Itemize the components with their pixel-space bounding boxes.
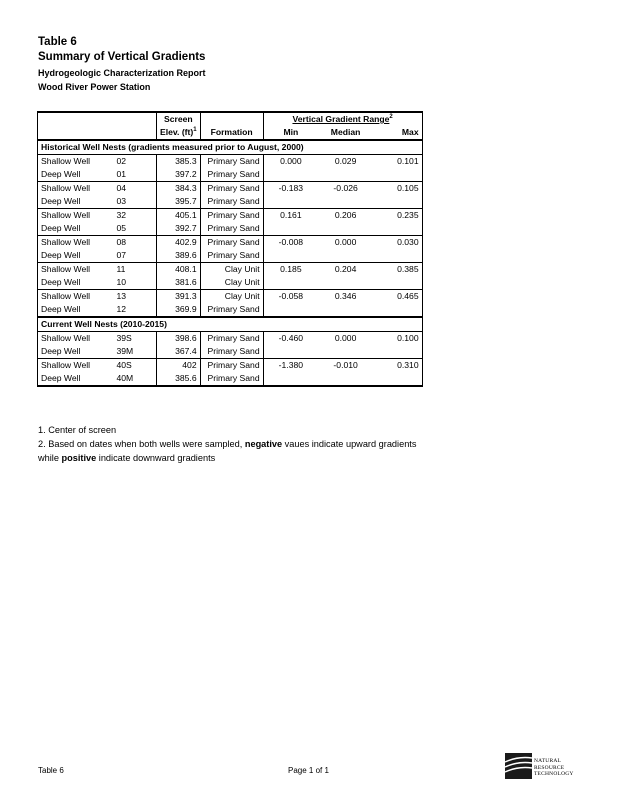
cell-gradient-min: -1.380 <box>263 359 318 387</box>
section-title: Current Well Nests (2010-2015) <box>38 317 423 332</box>
logo-mark-icon <box>505 753 532 779</box>
cell-well-type: Shallow Well <box>38 263 114 277</box>
cell-well-type: Shallow Well <box>38 359 114 373</box>
cell-gradient-median: 0.204 <box>318 263 373 290</box>
cell-well-id: 40S <box>116 360 132 370</box>
table-title: Summary of Vertical Gradients <box>38 51 206 63</box>
cell-screen-elev: 397.2 <box>157 168 201 182</box>
cell-well-type: Deep Well <box>38 303 114 317</box>
table-row <box>38 332 423 346</box>
cell-well-id: 13 <box>116 291 127 301</box>
cell-gradient-max: 0.101 <box>373 155 422 182</box>
footer-page-number: Page 1 of 1 <box>288 766 329 775</box>
cell-formation: Clay Unit <box>200 263 263 277</box>
cell-formation: Primary Sand <box>200 182 263 196</box>
table-row <box>38 290 423 304</box>
cell-gradient-max: 0.105 <box>373 182 422 209</box>
cell-formation: Primary Sand <box>200 168 263 182</box>
table-row <box>38 236 423 250</box>
cell-well-type: Deep Well <box>38 249 114 263</box>
col-header-vgr: Vertical Gradient Range$^2$ <box>263 112 422 126</box>
cell-well-type: Deep Well <box>38 276 114 290</box>
document-header <box>38 35 206 94</box>
cell-well-type: Shallow Well <box>38 209 114 223</box>
cell-well-type: Deep Well <box>38 345 114 359</box>
company-logo <box>505 753 587 779</box>
cell-well-id: 01 <box>114 168 157 182</box>
cell-screen-elev: 402.9 <box>157 236 201 250</box>
section-header-row <box>38 140 423 155</box>
cell-well-id: 11 <box>116 264 126 274</box>
cell-gradient-max: 0.465 <box>373 290 422 318</box>
cell-screen-elev: 408.1 <box>157 263 201 277</box>
cell-screen-elev: 389.6 <box>157 249 201 263</box>
table-row <box>38 155 423 169</box>
cell-well-id: 10 <box>114 276 157 290</box>
cell-screen-elev: 395.7 <box>157 195 201 209</box>
header-row-2 <box>38 126 423 140</box>
col-header-elev: Elev. (ft)$^1$ <box>157 126 201 140</box>
cell-well-type: Shallow Well <box>38 182 114 196</box>
cell-well-id: 07 <box>114 249 157 263</box>
header-row-1 <box>38 112 423 126</box>
cell-gradient-max: 0.030 <box>373 236 422 263</box>
cell-well-id: 40M <box>114 372 157 386</box>
cell-gradient-median: -0.010 <box>318 359 373 387</box>
cell-well-id: 39S <box>116 333 132 343</box>
cell-screen-elev: 402 <box>157 359 201 373</box>
cell-well-id: 08 <box>116 237 127 247</box>
cell-gradient-min: 0.161 <box>263 209 318 236</box>
table-row <box>38 182 423 196</box>
cell-formation: Primary Sand <box>200 372 263 386</box>
cell-screen-elev: 385.3 <box>157 155 201 169</box>
cell-well-id: 04 <box>116 183 127 193</box>
cell-gradient-max: 0.310 <box>373 359 422 387</box>
table-notes <box>38 423 416 465</box>
col-header-formation: Formation <box>200 126 263 140</box>
table-row <box>38 359 423 373</box>
cell-formation: Primary Sand <box>200 345 263 359</box>
cell-screen-elev: 369.9 <box>157 303 201 317</box>
cell-well-id: 39M <box>114 345 157 359</box>
note-2-cont: while positive indicate downward gradients <box>38 453 216 463</box>
section-title: Historical Well Nests (gradients measured prior to August, 2000) <box>38 140 423 155</box>
col-header-median: Median <box>318 126 373 140</box>
cell-gradient-median: 0.346 <box>318 290 373 318</box>
section-header-row <box>38 317 423 332</box>
footer-table-label: Table 6 <box>38 766 64 775</box>
cell-formation: Primary Sand <box>200 249 263 263</box>
cell-well-type: Deep Well <box>38 222 114 236</box>
table-row <box>38 209 423 223</box>
note-2: 2. Based on dates when both wells were sampled, negative vaues indicate upward gradients <box>38 439 417 449</box>
report-name: Hydrogeologic Characterization Report <box>38 68 206 78</box>
cell-formation: Primary Sand <box>200 155 263 169</box>
cell-formation: Primary Sand <box>200 303 263 317</box>
cell-gradient-min: -0.058 <box>263 290 318 318</box>
table-row <box>38 263 423 277</box>
cell-well-id: 03 <box>114 195 157 209</box>
cell-gradient-max: 0.235 <box>373 209 422 236</box>
col-header-min: Min <box>263 126 318 140</box>
cell-well-type: Shallow Well <box>38 332 114 346</box>
cell-formation: Primary Sand <box>200 359 263 373</box>
cell-gradient-median: 0.000 <box>318 236 373 263</box>
cell-screen-elev: 398.6 <box>157 332 201 346</box>
cell-gradient-min: -0.460 <box>263 332 318 359</box>
cell-gradient-median: 0.000 <box>318 332 373 359</box>
table-number: Table 6 <box>38 36 77 48</box>
cell-well-id: 02 <box>116 156 127 166</box>
cell-well-type: Shallow Well <box>38 236 114 250</box>
cell-formation: Primary Sand <box>200 195 263 209</box>
logo-text: NATURAL RESOURCE TECHNOLOGY <box>534 758 574 777</box>
cell-well-type: Deep Well <box>38 195 114 209</box>
cell-formation: Primary Sand <box>200 222 263 236</box>
cell-gradient-median: -0.026 <box>318 182 373 209</box>
cell-formation: Primary Sand <box>200 236 263 250</box>
cell-gradient-median: 0.029 <box>318 155 373 182</box>
site-name: Wood River Power Station <box>38 82 151 92</box>
cell-screen-elev: 391.3 <box>157 290 201 304</box>
cell-well-id: 32 <box>116 210 127 220</box>
col-header-max: Max <box>373 126 422 140</box>
cell-screen-elev: 367.4 <box>157 345 201 359</box>
cell-formation: Clay Unit <box>200 276 263 290</box>
cell-gradient-max: 0.100 <box>373 332 422 359</box>
vertical-gradient-table <box>37 111 423 387</box>
cell-screen-elev: 381.6 <box>157 276 201 290</box>
cell-screen-elev: 405.1 <box>157 209 201 223</box>
cell-screen-elev: 384.3 <box>157 182 201 196</box>
cell-well-id: 12 <box>114 303 157 317</box>
cell-formation: Clay Unit <box>200 290 263 304</box>
cell-screen-elev: 385.6 <box>157 372 201 386</box>
cell-well-id: 05 <box>114 222 157 236</box>
cell-gradient-min: -0.183 <box>263 182 318 209</box>
cell-well-type: Deep Well <box>38 372 114 386</box>
cell-gradient-min: 0.000 <box>263 155 318 182</box>
cell-gradient-min: -0.008 <box>263 236 318 263</box>
cell-gradient-median: 0.206 <box>318 209 373 236</box>
col-header-screen: Screen <box>157 112 201 126</box>
cell-well-type: Shallow Well <box>38 290 114 304</box>
cell-well-type: Deep Well <box>38 168 114 182</box>
note-1: 1. Center of screen <box>38 425 117 435</box>
cell-gradient-max: 0.385 <box>373 263 422 290</box>
cell-well-type: Shallow Well <box>38 155 114 169</box>
cell-gradient-min: 0.185 <box>263 263 318 290</box>
cell-formation: Primary Sand <box>200 209 263 223</box>
cell-formation: Primary Sand <box>200 332 263 346</box>
cell-screen-elev: 392.7 <box>157 222 201 236</box>
